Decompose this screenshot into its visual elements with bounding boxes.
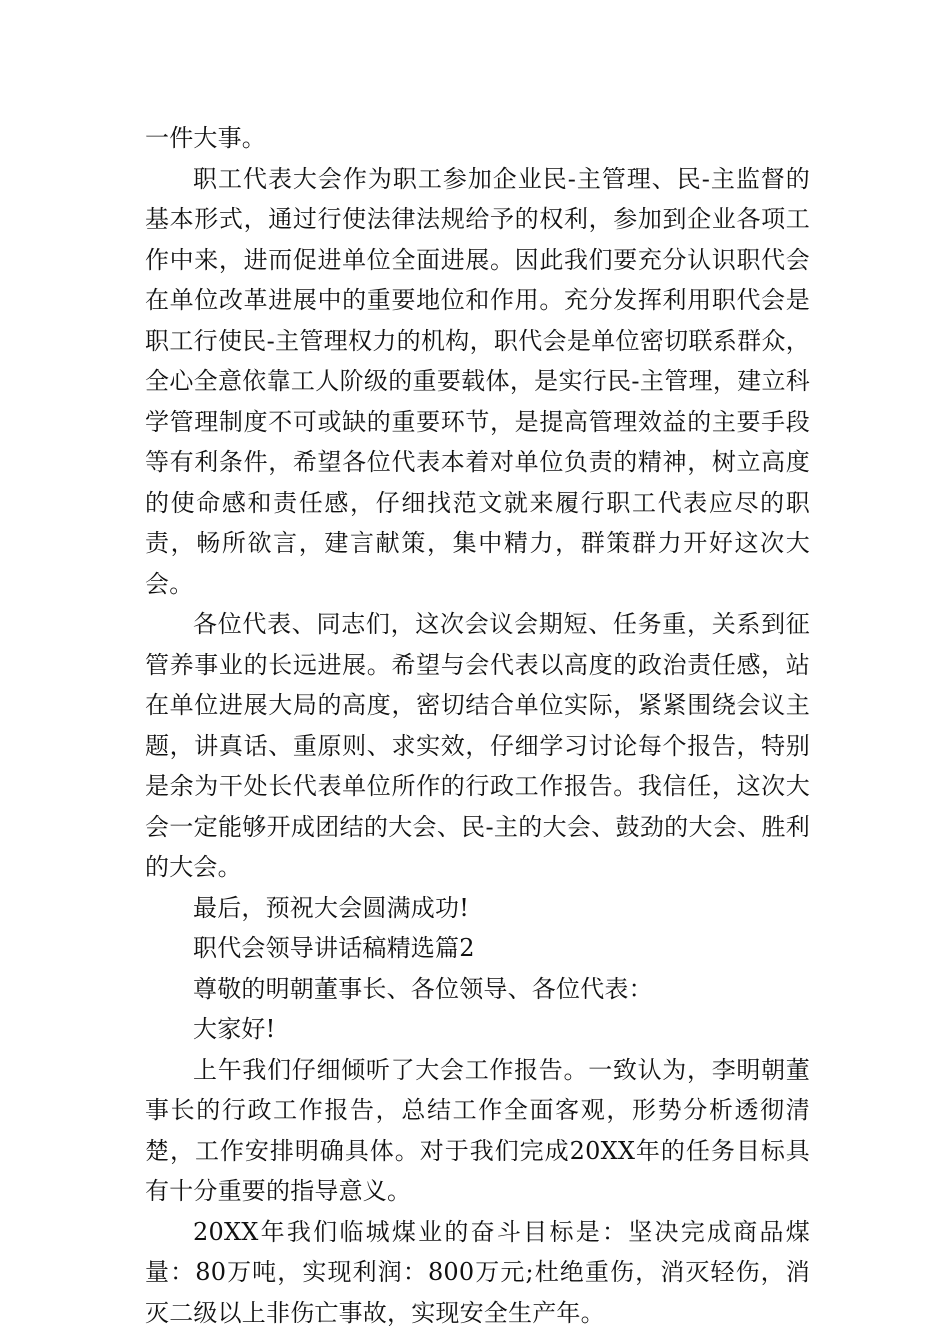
greeting: 大家好!	[193, 1015, 276, 1043]
paragraph-4: 最后，预祝大会圆满成功!	[193, 893, 470, 922]
paragraph-8: 上午我们仔细倾听了大会工作报告。一致认为，李明朝董事长的行政工作报告，总结工作全面客观，形势分析透彻清楚，工作安排明确具体。对于我们完成20XX年的任务目标具有十分重要的指导意义。	[145, 1055, 810, 1205]
paragraph-9: 20XX年我们临城煤业的奋斗目标是：坚决完成商品煤量：80万吨，实现利润：800万元;杜绝重伤，消灭轻伤，消灭二级以上非伤亡事故，实现安全生产年。	[145, 1217, 810, 1327]
salutation: 尊敬的明朝董事长、各位领导、各位代表：	[193, 974, 653, 1003]
paragraph-3: 各位代表、同志们，这次会议会期短、任务重，关系到征管养事业的长远进展。希望与会代表以高度的政治责任感，站在单位进展大局的高度，密切结合单位实际，紧紧围绕会议主题，讲真话、重原则、求实效，仔细学习讨论每个报告，特别是余为干处长代表单位所作的行政工作报告。我信任，这次大会一定能够开成团结的大会、民-主的大会、鼓劲的大会、胜利的大会。	[145, 610, 810, 881]
section-heading: 职代会领导讲话稿精选篇2	[193, 934, 475, 962]
paragraph-2: 职工代表大会作为职工参加企业民-主管理、民-主监督的基本形式，通过行使法律法规给予的权利，参加到企业各项工作中来，进而促进单位全面进展。因此我们要充分认识职代会在单位改革进展中的重要地位和作用。充分发挥利用职代会是职工行使民-主管理权力的机构，职代会是单位密切联系群众，全心全意依靠工人阶级的重要载体，是实行民-主管理，建立科学管理制度不可或缺的重要环节，是提高管理效益的主要手段等有利条件，希望各位代表本着对单位负责的精神，树立高度的使命感和责任感，仔细找范文就来履行职工代表应尽的职责，畅所欲言，建言献策，集中精力，群策群力开好这次大会。	[145, 164, 810, 598]
document-body	[145, 118, 810, 1333]
paragraph-1: 一件大事。	[145, 124, 266, 152]
